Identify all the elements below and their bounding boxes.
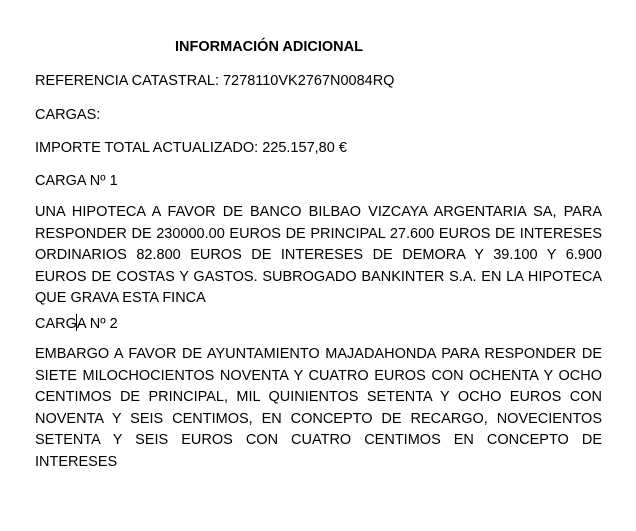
referencia-catastral-line: REFERENCIA CATASTRAL: 7278110VK2767N0084RQ xyxy=(35,73,395,89)
carga-1-text: UNA HIPOTECA A FAVOR DE BANCO BILBAO VIZCAYA ARGENTARIA SA, PARA RESPONDER DE 230000.00 EUROS DE PRINCIPAL 27.600 EUROS DE INTERESES ORDINARIOS 82.800 EUROS DE INTERESES DE DEMORA Y 39.100 Y 6.900 EUROS DE COSTAS Y GASTOS. SUBROGADO BANKINTER S.A. EN LA HIPOTECA QUE GRAVA ESTA FINCA xyxy=(35,204,602,306)
importe-total-line: IMPORTE TOTAL ACTUALIZADO: 225.157,80 € xyxy=(35,140,347,156)
carga-2-heading-part-2: A Nº 2 xyxy=(76,316,118,332)
cargas-label: CARGAS: xyxy=(35,107,101,123)
carga-1-heading: CARGA Nº 1 xyxy=(35,173,118,189)
carga-2-heading xyxy=(35,314,118,333)
carga-2-heading-part-1: CARG xyxy=(35,316,77,332)
carga-2-text: EMBARGO A FAVOR DE AYUNTAMIENTO MAJADAHONDA PARA RESPONDER DE SIETE MILOCHOCIENTOS NOVENTA Y CUATRO EUROS CON OCHENTA Y OCHO CENTIMOS DE PRINCIPAL, MIL QUINIENTOS SETENTA Y OCHO EUROS CON NOVENTA Y SEIS CENTIMOS, EN CONCEPTO DE RECARGO, NOVECIENTOS SETENTA Y SEIS EUROS CON CUATRO CENTIMOS EN CONCEPTO DE INTERESES xyxy=(35,346,602,470)
document-title: INFORMACIÓN ADICIONAL xyxy=(175,39,363,55)
